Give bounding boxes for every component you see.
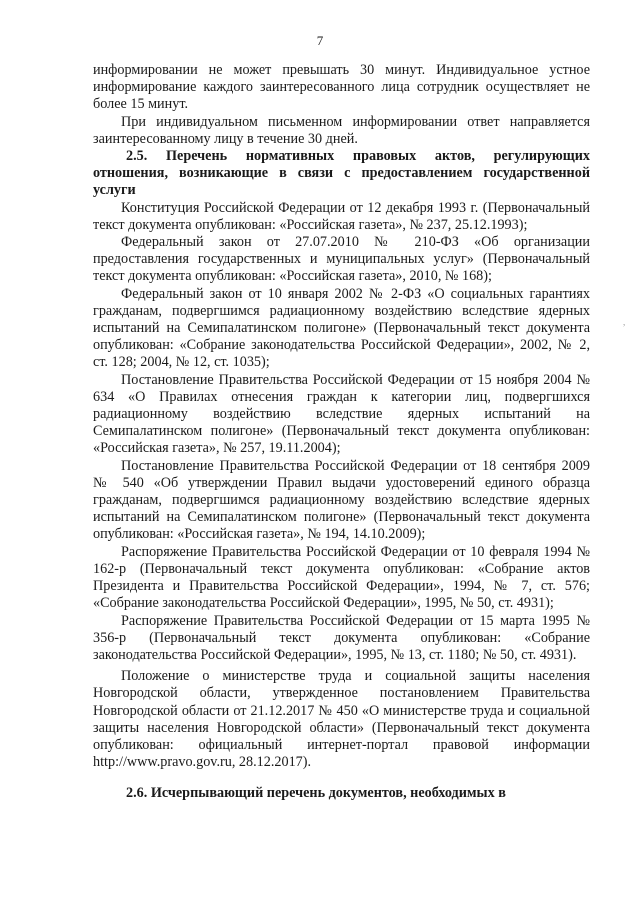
list-item-resolution-634: Постановление Правительства Российской Федерации от 15 ноября 2004 № 634 «О Правилах отнесения граждан к категории лиц, подвергшихся радиационному воздействию вследствие ядерных испытаний на Семипалатинском полигоне» (Первоначальный текст документа опубликован: «Российская газета», № 257, 19.11.2004); bbox=[93, 371, 590, 457]
document-body bbox=[93, 62, 590, 803]
list-item-regulation-ministry: Положение о министерстве труда и социальной защиты населения Новгородской области, утвержденное постановлением Правительства Новгородской области от 21.12.2017 № 450 «О министерстве труда и социальной защиты населения Новгородской области» (Первоначальный текст документа опубликован: официальный интернет-портал правовой информации http://www.pravo.gov.ru, 28.12.2017). bbox=[93, 668, 590, 771]
page-number: 7 bbox=[316, 33, 324, 48]
paragraph-written-information: При индивидуальном письменном информировании ответ направляется заинтересованному лицу в течение 30 дней. bbox=[93, 113, 590, 147]
list-item-resolution-540: Постановление Правительства Российской Федерации от 18 сентября 2009 № 540 «Об утверждении Правил выдачи удостоверений единого образца гражданам, подвергшимся радиационному воздействию вследствие ядерных испытаний на Семипалатинском полигоне» (Первоначальный текст документа опубликован: «Российская газета», № 194, 14.10.2009); bbox=[93, 457, 590, 543]
section-heading-2-6: 2.6. Исчерпывающий перечень документов, необходимых в bbox=[126, 785, 506, 802]
paragraph-continuation: информировании не может превышать 30 минут. Индивидуальное устное информирование каждого заинтересованного лица сотрудник осуществляет не более 15 минут. bbox=[93, 62, 590, 113]
list-item-federal-law-2: Федеральный закон от 10 января 2002 № 2-ФЗ «О социальных гарантиях гражданам, подвергшимся радиационному воздействию вследствие ядерных испытаний на Семипалатинском полигоне» (Первоначальный текст документа опубликован: «Собрание законодательства Российской Федерации», 2002, № 2, ст. 128; 2004, № 12, ст. 1035); bbox=[93, 285, 590, 371]
list-item-federal-law-210: Федеральный закон от 27.07.2010 № 210-ФЗ «Об организации предоставления государственных и муниципальных услуг» (Первоначальный текст документа опубликован: «Российская газета», 2010, № 168); bbox=[93, 234, 590, 285]
list-item-order-356: Распоряжение Правительства Российской Федерации от 15 марта 1995 № 356-р (Первоначальный текст документа опубликован: «Собрание законодательства Российской Федерации», 1995, № 13, ст. 1180; № 50, ст. 4931). bbox=[93, 612, 590, 663]
list-item-order-162: Распоряжение Правительства Российской Федерации от 10 февраля 1994 № 162-р (Первоначальный текст документа опубликован: «Собрание актов Президента и Правительства Российской Федерации», 1994, № 7, ст. 576; «Собрание законодательства Российской Федерации», 1995, № 50, ст. 4931); bbox=[93, 543, 590, 612]
list-item-constitution: Конституция Российской Федерации от 12 декабря 1993 г. (Первоначальный текст документа опубликован: «Российская газета», № 237, 25.12.1993); bbox=[93, 199, 590, 233]
margin-mark: , bbox=[623, 317, 626, 327]
section-heading-2-5: 2.5. Перечень нормативных правовых актов, регулирующих отношения, возникающие в связи с предоставлением государственной услуги bbox=[93, 148, 590, 199]
